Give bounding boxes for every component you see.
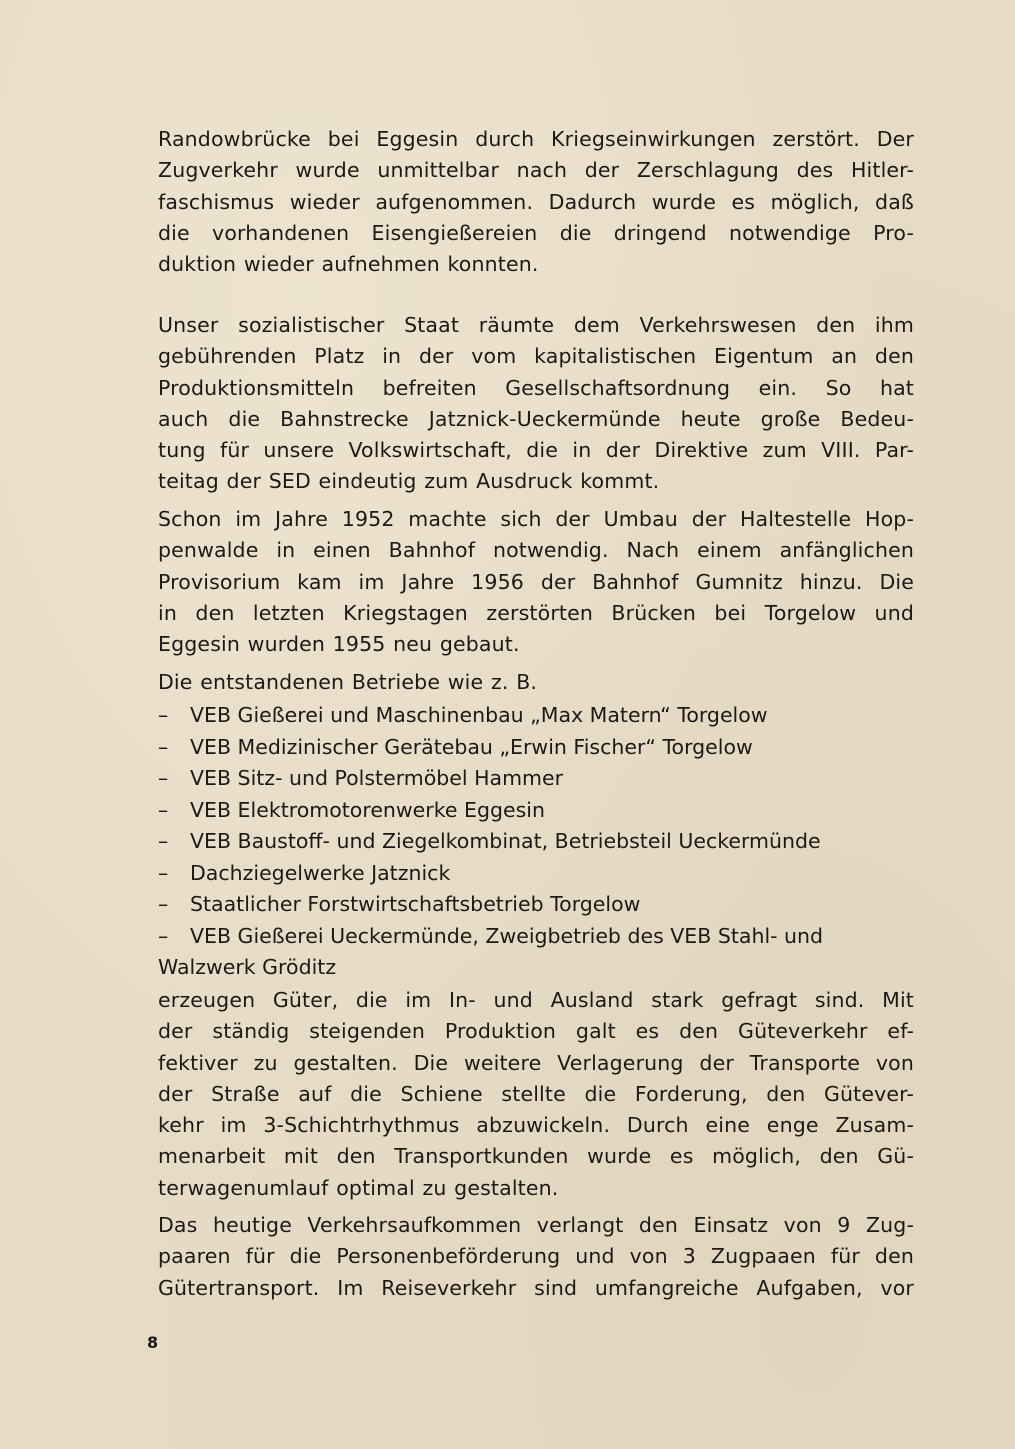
- paragraph-bridge-reconstruction: [158, 124, 914, 280]
- list-item-text: VEB Sitz- und Polstermöbel Hammer: [190, 766, 564, 790]
- paragraph-station-history: [158, 504, 914, 660]
- text-line: gebührenden Platz in der vom kapitalistischen Eigentum an den: [158, 344, 914, 369]
- text-line: Unser sozialistischer Staat räumte dem Verkehrswesen den ihm: [158, 313, 914, 337]
- text-line: faschismus wieder aufgenommen. Dadurch wurde es möglich, daß: [158, 189, 914, 214]
- dash-bullet: –: [158, 860, 169, 885]
- text-line: duktion wieder aufnehmen konnten.: [158, 252, 539, 277]
- list-item-text: VEB Medizinischer Gerätebau „Erwin Fischer“ Torgelow: [190, 734, 753, 759]
- dash-bullet: –: [158, 892, 169, 916]
- text-line: penwalde in einen Bahnhof notwendig. Nach einem anfänglichen: [158, 538, 914, 563]
- text-line: erzeugen Güter, die im In- und Ausland stark gefragt sind. Mit: [158, 988, 914, 1012]
- list-item: [158, 732, 918, 764]
- dash-bullet: –: [158, 829, 169, 853]
- dash-bullet: –: [158, 703, 169, 727]
- list-item-text: VEB Gießerei Ueckermünde, Zweigbetrieb des VEB Stahl- und: [190, 923, 824, 948]
- list-item: [158, 795, 918, 827]
- text-line: kehr im 3-Schichtrhythmus abzuwickeln. Durch eine enge Zusam-: [158, 1113, 914, 1138]
- list-item-text: VEB Elektromotorenwerke Eggesin: [190, 797, 545, 822]
- dash-bullet: –: [158, 734, 169, 759]
- text-line: der ständig steigenden Produktion galt es den Güteverkehr ef-: [158, 1019, 914, 1044]
- text-line: paaren für die Personenbeförderung und von 3 Zugpaaen für den: [158, 1244, 914, 1269]
- list-item-text: Dachziegelwerke Jatznick: [190, 860, 451, 885]
- text-line: tung für unsere Volkswirtschaft, die in der Direktive zum VIII. Par-: [158, 438, 914, 463]
- dash-bullet: –: [158, 923, 169, 948]
- page-number: 8: [147, 1333, 159, 1352]
- text-line: in den letzten Kriegstagen zerstörten Brücken bei Torgelow und: [158, 600, 914, 625]
- paragraph-socialist-state: [158, 310, 914, 498]
- list-intro: [158, 667, 914, 698]
- text-line: Eggesin wurden 1955 neu gebaut.: [158, 632, 520, 657]
- paragraph-traffic-volume: [158, 1210, 914, 1304]
- list-item-text: VEB Baustoff- und Ziegelkombinat, Betriebsteil Ueckermünde: [190, 829, 821, 853]
- text-line: auch die Bahnstrecke Jatznick-Ueckermünde heute große Bedeu-: [158, 406, 914, 431]
- text-line: terwagenumlauf optimal zu gestalten.: [158, 1175, 559, 1200]
- list-item: [158, 826, 918, 858]
- text-line: Provisorium kam im Jahre 1956 der Bahnhof Gumnitz hinzu. Die: [158, 569, 914, 594]
- list-item-continuation: Walzwerk Gröditz: [158, 955, 337, 979]
- text-line: Das heutige Verkehrsaufkommen verlangt den Einsatz von 9 Zug-: [158, 1213, 914, 1237]
- text-line: die vorhandenen Eisengießereien die dringend notwendige Pro-: [158, 220, 914, 245]
- text-line: Die entstandenen Betriebe wie z. B.: [158, 670, 538, 694]
- paragraph-freight-traffic: [158, 985, 914, 1204]
- list-item: [158, 858, 918, 890]
- list-item: [158, 921, 918, 953]
- dash-bullet: –: [158, 797, 169, 822]
- list-item: [158, 889, 918, 921]
- text-line: Produktionsmitteln befreiten Gesellschaftsordnung ein. So hat: [158, 375, 914, 400]
- text-line: der Straße auf die Schiene stellte die Forderung, den Gütever-: [158, 1081, 914, 1106]
- text-line: Randowbrücke bei Eggesin durch Kriegseinwirkungen zerstört. Der: [158, 127, 914, 151]
- text-line: teitag der SED eindeutig zum Ausdruck kommt.: [158, 469, 660, 494]
- text-line: Schon im Jahre 1952 machte sich der Umbau der Haltestelle Hop-: [158, 507, 914, 531]
- list-item: [158, 763, 918, 795]
- list-item: [158, 700, 918, 732]
- text-line: menarbeit mit den Transportkunden wurde es möglich, den Gü-: [158, 1144, 914, 1169]
- list-item-text: VEB Gießerei und Maschinenbau „Max Matern“ Torgelow: [190, 703, 768, 727]
- text-line: Zugverkehr wurde unmittelbar nach der Zerschlagung des Hitler-: [158, 158, 914, 183]
- enterprise-list: [158, 700, 918, 984]
- text-line: fektiver zu gestalten. Die weitere Verlagerung der Transporte von: [158, 1050, 914, 1075]
- list-item-text: Staatlicher Forstwirtschaftsbetrieb Torgelow: [190, 892, 641, 916]
- dash-bullet: –: [158, 766, 169, 790]
- text-line: Gütertransport. Im Reiseverkehr sind umfangreiche Aufgaben, vor: [158, 1275, 914, 1300]
